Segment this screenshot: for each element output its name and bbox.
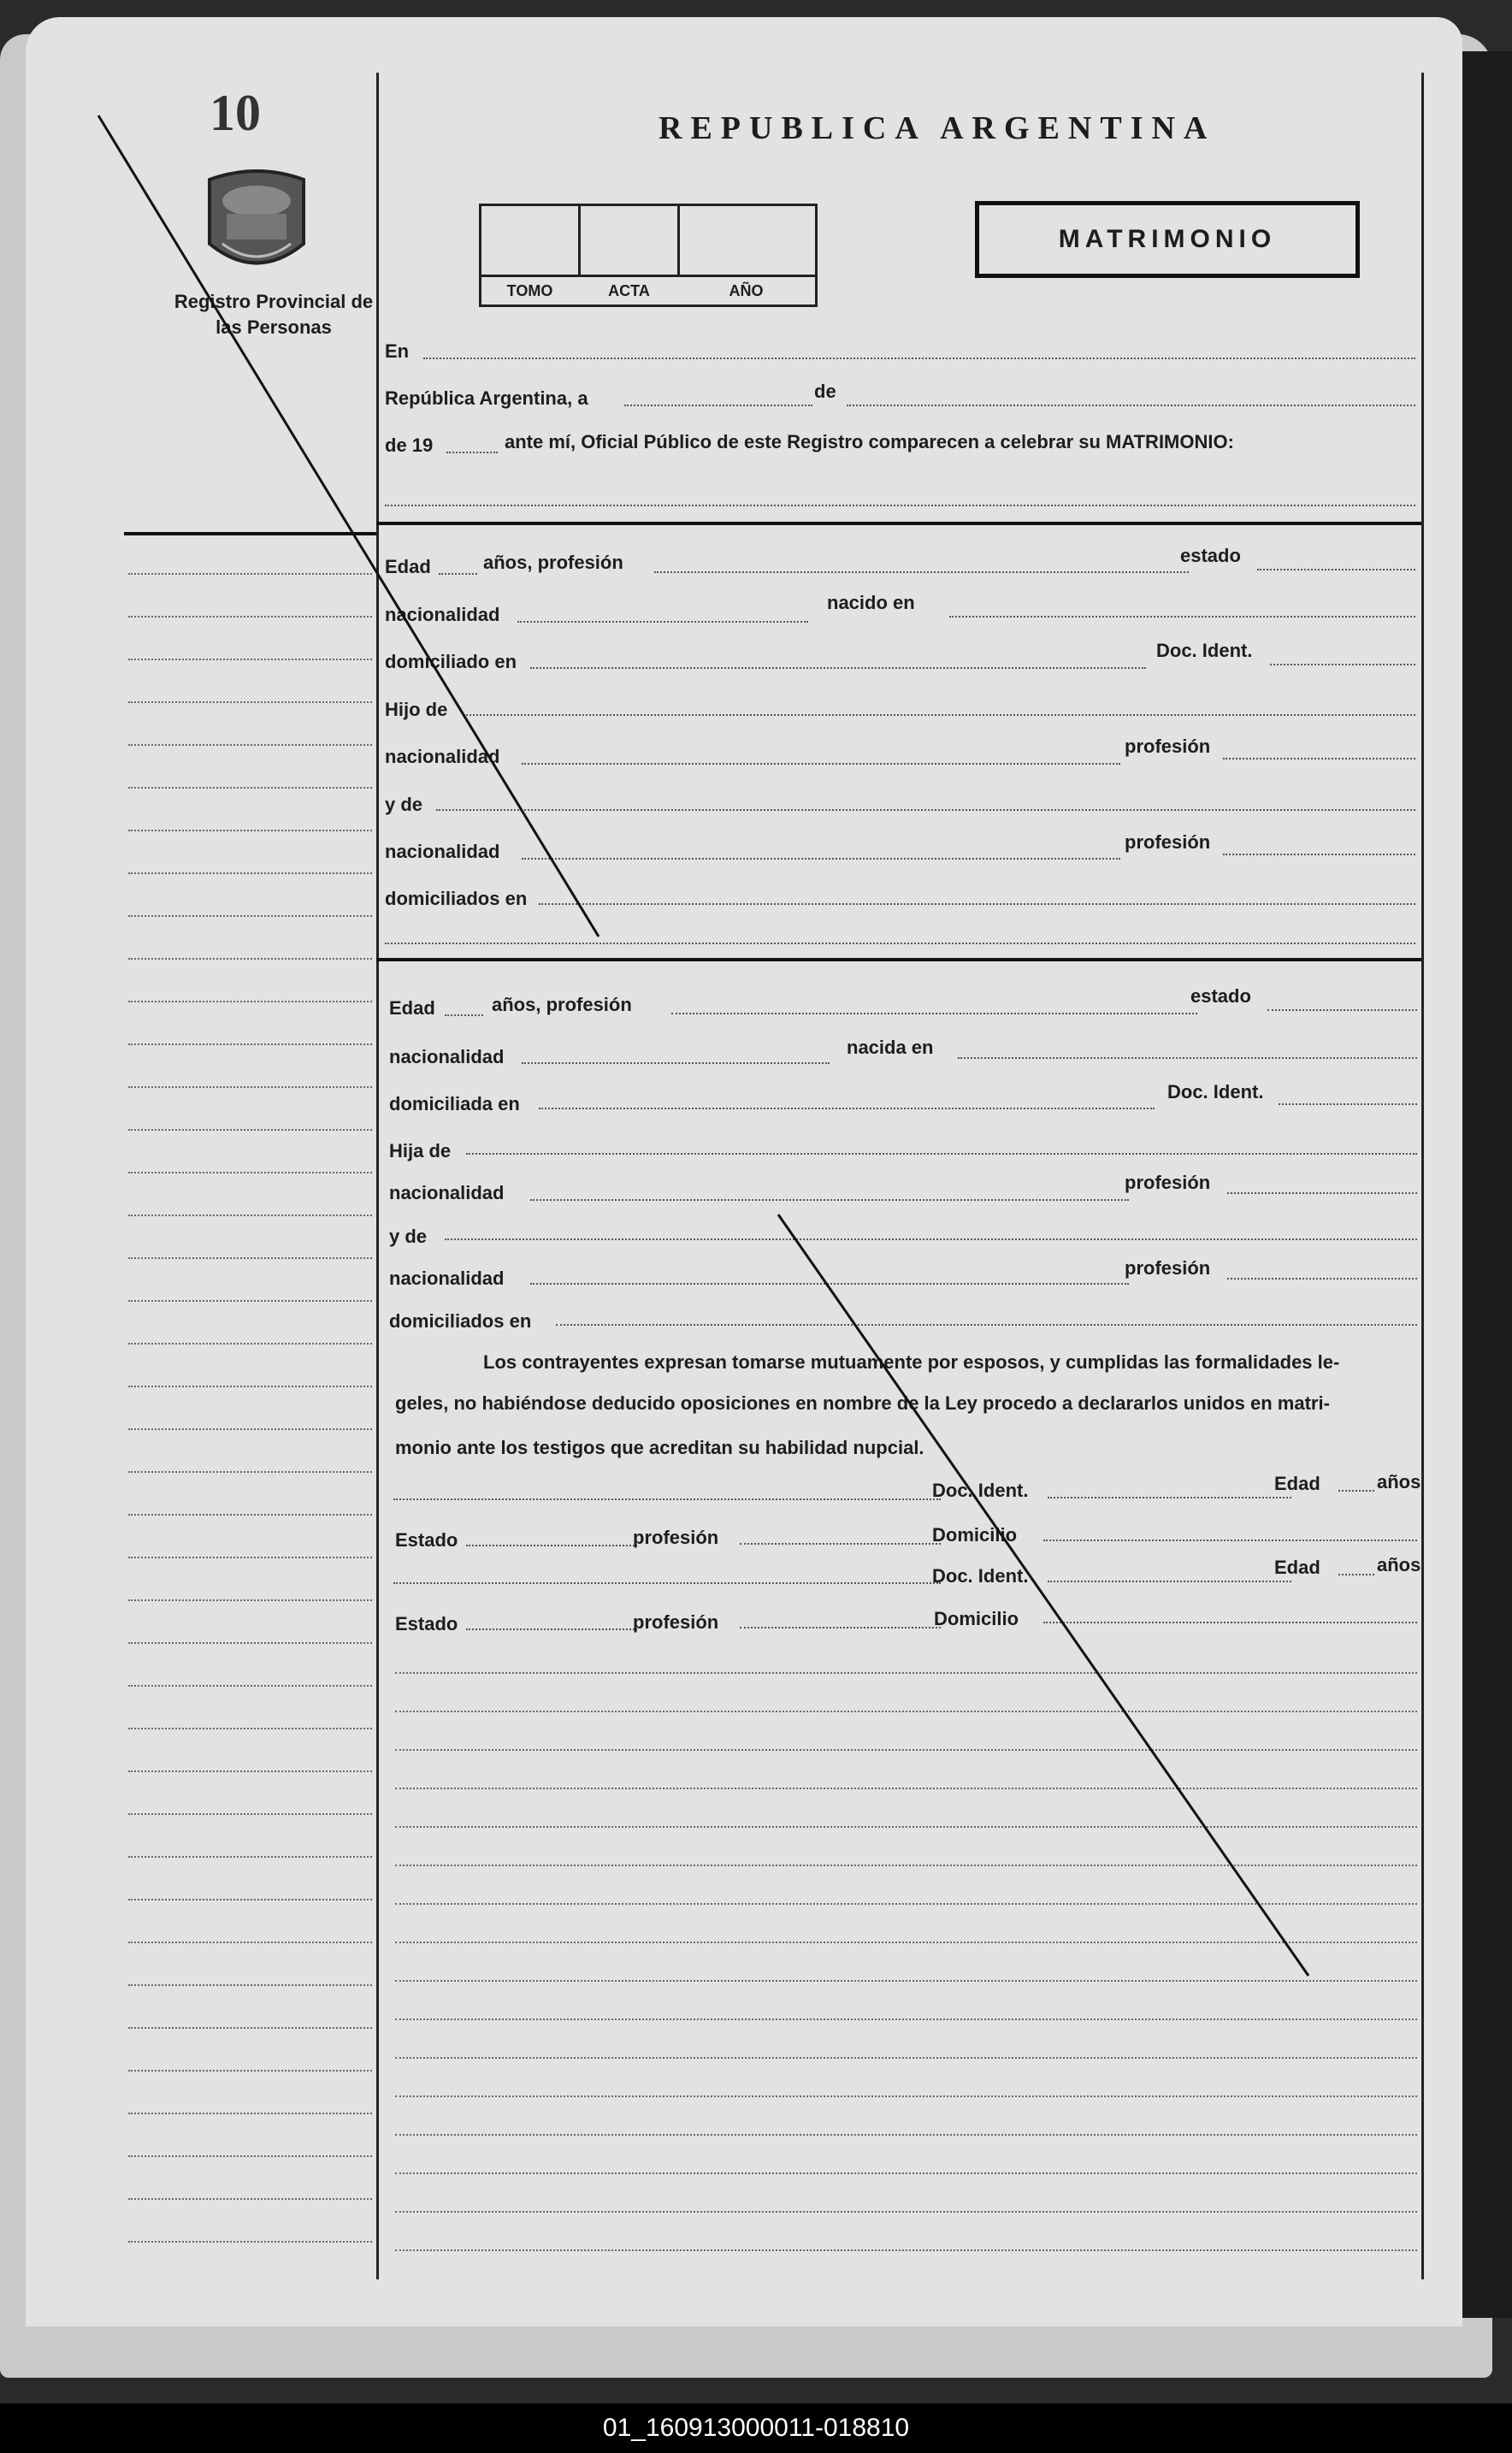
declaration-line-2: geles, no habiéndose deducido oposiciones en nombre de la Ley procedo a declararlos unidos en matri- [395,1392,1330,1414]
witness-2-doc-label: Doc. Ident. [932,1565,1029,1587]
bride-nac-label: nacionalidad [389,1046,505,1067]
bride-estado-label: estado [1190,985,1251,1007]
bride-nacida-label: nacida en [847,1037,934,1058]
cancellation-stroke-icon [26,17,1462,2326]
witness-1-domicilio-label: Domicilio [932,1524,1018,1546]
bride-domics-label: domiciliados en [389,1310,532,1332]
page-number: 10 [210,85,261,141]
groom-edad-label: Edad [385,556,431,577]
groom-hijo-label: Hijo de [385,699,448,720]
ante-label: ante mí, Oficial Público de este Registro comparecen a celebrar su MATRIMONIO: [505,431,1234,452]
register-page [26,17,1462,2326]
declaration-line-3: monio ante los testigos que acreditan su habilidad nupcial. [395,1437,924,1458]
bride-anos-prof-label: años, profesión [492,994,632,1015]
witness-2-anos-label: años [1377,1554,1421,1575]
en-label: En [385,340,410,362]
ano-label: AÑO [729,282,764,299]
groom-estado-label: estado [1180,545,1241,566]
bride-nac2-label: nacionalidad [389,1182,505,1203]
groom-nacido-label: nacido en [827,592,915,613]
groom-domic-label: domiciliado en [385,651,517,672]
acta-label: ACTA [608,282,650,299]
groom-domics-label: domiciliados en [385,888,528,909]
declaration-line-1: Los contrayentes expresan tomarse mutuamente por esposos, y cumplidas las formalidades le- [483,1351,1340,1373]
witness-2-estado-label: Estado [395,1613,458,1634]
witness-1-edad-label: Edad [1274,1473,1320,1494]
bride-hija-label: Hija de [389,1140,452,1161]
witness-2-domicilio-label: Domicilio [934,1608,1019,1629]
bride-domic-label: domiciliada en [389,1093,520,1114]
bride-nac3-label: nacionalidad [389,1268,505,1289]
bride-prof-label: profesión [1125,1172,1211,1193]
witness-2-edad-label: Edad [1274,1557,1320,1578]
witness-1-anos-label: años [1377,1471,1421,1492]
tomo-label: TOMO [506,282,553,299]
bride-prof2-label: profesión [1125,1257,1211,1279]
groom-yde-label: y de [385,794,423,815]
groom-nac-label: nacionalidad [385,604,500,625]
book-spine-shadow [1454,51,1512,2318]
groom-prof2-label: profesión [1125,831,1211,853]
country-title: REPUBLICA ARGENTINA [659,110,1216,146]
groom-doc-label: Doc. Ident. [1156,640,1253,661]
bride-edad-label: Edad [389,997,435,1019]
witness-2-prof-label: profesión [633,1611,719,1633]
groom-nac3-label: nacionalidad [385,841,500,862]
act-type-box: MATRIMONIO [975,201,1360,278]
rep-arg-label: República Argentina, a [385,387,588,409]
bride-yde-label: y de [389,1226,428,1247]
registry-name: Registro Provincial de las Personas [174,291,374,338]
groom-prof-label: profesión [1125,736,1211,757]
witness-1-doc-label: Doc. Ident. [932,1480,1029,1501]
de19-label: de 19 [385,434,434,456]
filename-label: 01_160913000011-018810 [602,2414,910,2442]
witness-1-prof-label: profesión [633,1527,719,1548]
witness-1-estado-label: Estado [395,1529,458,1551]
de-label: de [814,381,836,402]
bride-doc-label: Doc. Ident. [1167,1081,1264,1102]
groom-nac2-label: nacionalidad [385,746,500,767]
groom-anos-prof-label: años, profesión [483,552,623,573]
